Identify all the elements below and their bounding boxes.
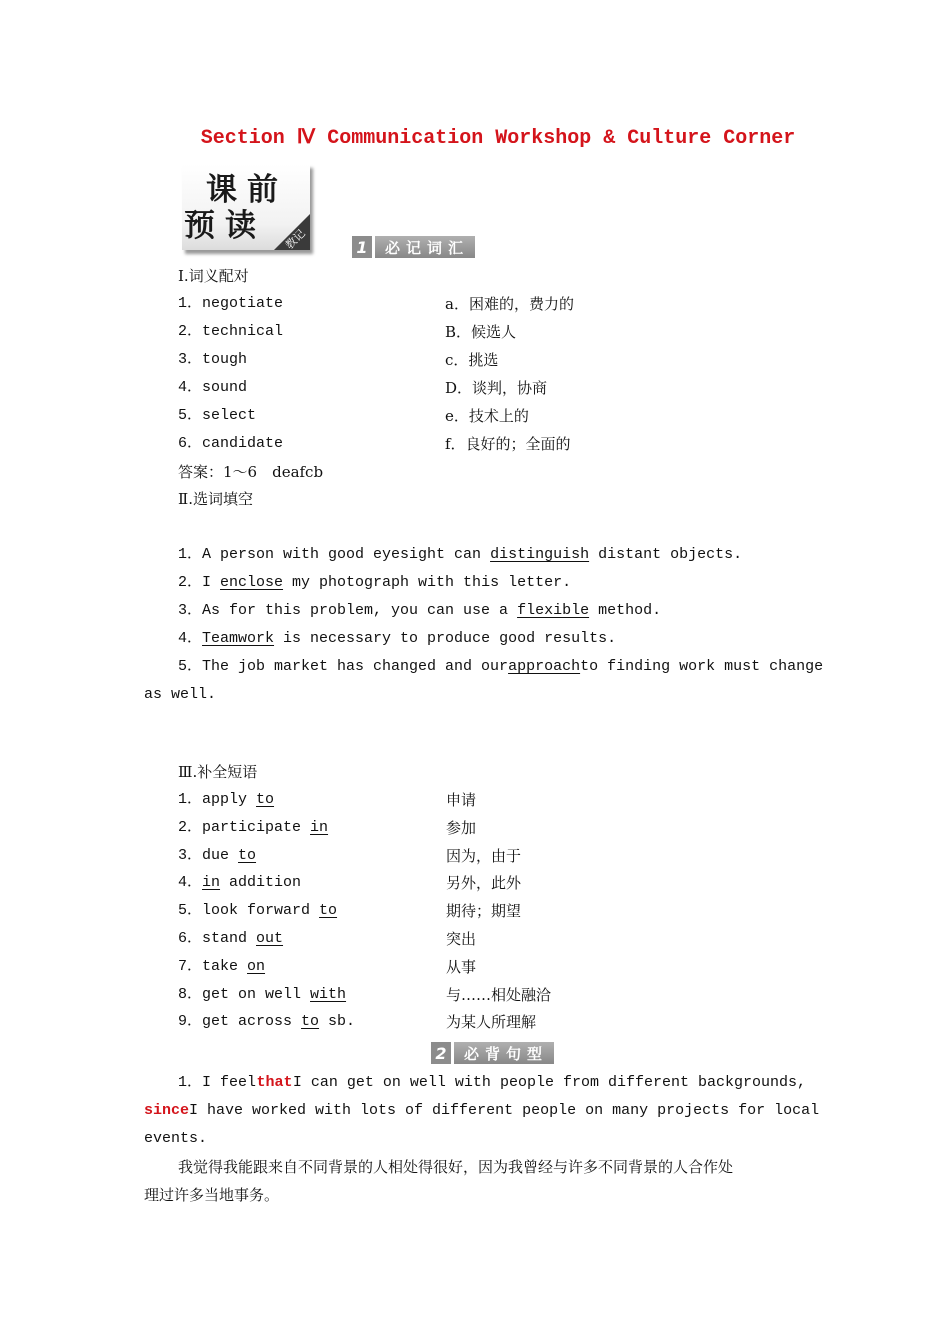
match-left-3: 3．tough [178, 351, 248, 368]
phrase-item [178, 1008, 355, 1036]
text: to finding work must change [580, 658, 824, 675]
fill-sentence-1 [178, 541, 742, 569]
phrase-meaning: 期待；期望 [446, 902, 522, 921]
text: I can get on well with people from different backgrounds, [292, 1074, 806, 1091]
phrase-meaning: 从事 [446, 957, 477, 976]
phrase-meaning: 参加 [446, 818, 477, 837]
match-left-4: 4．sound [178, 379, 248, 396]
text: 8．get on well [178, 985, 311, 1003]
answer-word: enclose [220, 574, 284, 591]
page-title: Section Ⅳ Communication Workshop & Culture Corner [200, 127, 796, 150]
part1-answer: 答案：1～6 deafcb [178, 463, 324, 481]
part3-heading: Ⅲ.补全短语 [178, 763, 258, 781]
text: addition [220, 874, 302, 892]
part2-heading: Ⅱ.选词填空 [178, 490, 253, 508]
phrase-item [178, 981, 346, 1009]
match-right-3: c．挑选 [445, 351, 499, 369]
text: 2．participate [178, 818, 311, 836]
text: 3．As for this problem, you can use a [178, 602, 518, 619]
fill-sentence-4 [178, 625, 616, 653]
match-left-5: 5．select [178, 407, 257, 424]
answer-word: on [247, 957, 266, 975]
answer-word: in [202, 874, 221, 892]
text: 4． [178, 874, 203, 892]
phrase-meaning: 申请 [446, 791, 477, 809]
banner-number: 1 [352, 236, 372, 258]
match-right-2: B．候选人 [445, 323, 517, 341]
phrase-meaning: 另外，此外 [446, 874, 522, 893]
logo-tag: 教记 [282, 226, 308, 252]
text: 1．A person with good eyesight can [178, 546, 491, 563]
keyword-that: that [256, 1074, 293, 1091]
banner-label: 必记词汇 [375, 236, 475, 258]
fill-sentence-5 [178, 653, 824, 681]
answer-word: to [301, 1013, 320, 1031]
match-left-2: 2．technical [178, 323, 284, 340]
answer-word: out [256, 930, 284, 947]
answer-word: with [310, 985, 347, 1003]
keyword-since: since [144, 1102, 190, 1119]
phrase-item [178, 925, 283, 953]
answer-word: to [319, 902, 338, 920]
text: is necessary to produce good results. [274, 630, 617, 647]
text: 5．look forward [178, 902, 320, 920]
key-sentence-line-3: events. [144, 1130, 208, 1147]
match-right-1: a．困难的，费力的 [445, 295, 574, 313]
text: sb. [319, 1013, 356, 1031]
match-right-5: e．技术上的 [445, 407, 529, 425]
section-banner-sentences [431, 1042, 554, 1064]
key-sentence-line-2 [144, 1097, 820, 1125]
key-sentence-translation-1: 我觉得我能跟来自不同背景的人相处得很好，因为我曾经与许多不同背景的人合作处 [178, 1158, 734, 1176]
phrase-item [178, 814, 328, 842]
text: my photograph with this letter. [283, 574, 572, 591]
text: 6．stand [178, 930, 257, 947]
phrase-meaning: 为某人所理解 [446, 1013, 537, 1032]
logo-line-2: 预读 [184, 208, 266, 244]
text: 1．apply [178, 791, 257, 808]
match-right-6: f．良好的；全面的 [445, 435, 571, 453]
key-sentence-translation-2: 理过许多当地事务。 [144, 1186, 280, 1204]
phrase-item [178, 786, 274, 814]
banner-label: 必背句型 [454, 1042, 554, 1064]
part1-heading: Ⅰ.词义配对 [178, 267, 249, 285]
text: 7．take [178, 957, 248, 975]
phrase-item [178, 869, 301, 897]
answer-word: flexible [517, 602, 590, 619]
phrase-item [178, 842, 256, 870]
logo-line-1: 课前 [206, 172, 288, 208]
match-left-1: 1．negotiate [178, 295, 284, 312]
phrase-item [178, 897, 337, 925]
answer-word: to [238, 846, 257, 864]
preview-logo [182, 164, 310, 250]
answer-word: Teamwork [202, 630, 275, 647]
text: 5．The job market has changed and our [178, 658, 509, 675]
section-banner-vocabulary [352, 236, 475, 258]
answer-word: in [310, 818, 329, 836]
text: 9．get across [178, 1013, 302, 1031]
text: 4． [178, 630, 203, 647]
answer-word: approach [508, 658, 581, 675]
text: 2．I [178, 574, 221, 591]
fill-sentence-2 [178, 569, 571, 597]
text: method. [589, 602, 662, 619]
phrase-meaning: 因为，由于 [446, 846, 522, 865]
fill-sentence-3 [178, 597, 661, 625]
phrase-meaning: 与……相处融洽 [446, 985, 552, 1004]
answer-word: to [256, 791, 275, 808]
banner-number: 2 [431, 1042, 451, 1064]
key-sentence-line-1 [178, 1069, 806, 1097]
fill-sentence-5-cont: as well. [144, 686, 217, 703]
phrase-meaning: 突出 [446, 930, 477, 948]
text: I have worked with lots of different people on many projects for local [189, 1102, 820, 1119]
text: distant objects. [589, 546, 743, 563]
match-right-4: D．谈判，协商 [445, 379, 548, 397]
text: 3．due [178, 846, 239, 864]
answer-word: distinguish [490, 546, 590, 563]
text: 1．I feel [178, 1074, 257, 1091]
phrase-item [178, 953, 265, 981]
match-left-6: 6．candidate [178, 435, 284, 452]
